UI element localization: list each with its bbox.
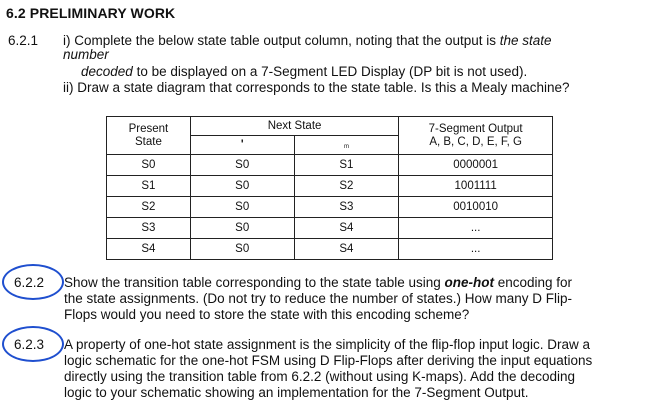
- s623-line-1: A property of one-hot state assignment is the simplicity of the flip-flop input logic. Draw a: [64, 337, 591, 352]
- cell-present: S0: [107, 155, 191, 176]
- cell-next-a: S0: [190, 218, 294, 239]
- table-row: [107, 176, 553, 197]
- cell-present: S2: [107, 197, 191, 218]
- cell-next-a: S0: [190, 155, 294, 176]
- cell-output: ...: [399, 218, 553, 239]
- s621-line-3: [81, 64, 527, 79]
- cell-next-a: S0: [190, 197, 294, 218]
- cell-present: S3: [107, 218, 191, 239]
- header-present-line-1: Present: [128, 122, 169, 135]
- s621-emphasis-number: number: [63, 47, 109, 62]
- cell-next-b: S4: [294, 218, 399, 239]
- section-number-6-2-3: 6.2.3: [14, 337, 45, 352]
- header-next-state: Next State: [190, 117, 398, 136]
- cell-present: S4: [107, 239, 191, 260]
- section-number-6-2-1: 6.2.1: [8, 33, 39, 48]
- s622-line-1-text-c: encoding for: [494, 275, 573, 290]
- header-output-line-2: A, B, C, D, E, F, G: [429, 135, 522, 148]
- s622-emphasis-one-hot: one-hot: [444, 275, 494, 290]
- table-row: [107, 239, 553, 260]
- s622-line-2: the state assignments. (Do not try to reduce the number of states.) How many D Flip-: [64, 291, 572, 306]
- cell-present: S1: [107, 176, 191, 197]
- s621-line-1: [63, 33, 552, 48]
- s621-emphasis-state: the state: [499, 33, 552, 48]
- header-present-line-2: State: [135, 135, 162, 148]
- header-present-state: [107, 117, 191, 155]
- section-heading: 6.2 PRELIMINARY WORK: [6, 5, 176, 21]
- s621-line-4: ii) Draw a state diagram that corresponds to the state table. Is this a Mealy machine?: [63, 80, 570, 95]
- s623-line-4: logic to your schematic showing an implementation for the 7-Segment Output.: [64, 385, 529, 400]
- cell-next-b: S4: [294, 239, 399, 260]
- s621-line-3-text: to be displayed on a 7-Segment LED Display (DP bit is not used).: [132, 64, 528, 79]
- cell-next-b: S2: [294, 176, 399, 197]
- cell-output: 0000001: [399, 155, 553, 176]
- s622-line-1: [64, 275, 572, 290]
- header-7seg-output: [399, 117, 553, 155]
- s623-line-2: logic schematic for the one-hot FSM using D Flip-Flops after deriving the input equations: [64, 353, 593, 368]
- section-number-6-2-2: 6.2.2: [14, 275, 45, 290]
- table-row: [107, 197, 553, 218]
- cell-output: 0010010: [399, 197, 553, 218]
- cell-next-a: S0: [190, 239, 294, 260]
- header-input-b-mark: m: [343, 143, 349, 150]
- header-output-line-1: 7-Segment Output: [428, 122, 523, 135]
- s623-line-3: directly using the transition table from 6.2.2 (without using K-maps). Add the decoding: [64, 369, 576, 384]
- cell-next-b: S1: [294, 155, 399, 176]
- header-input-a: ': [190, 136, 294, 155]
- cell-next-b: S3: [294, 197, 399, 218]
- state-table: [106, 116, 553, 260]
- cell-output: ...: [399, 239, 553, 260]
- s622-line-3: Flops would you need to store the state with this encoding scheme?: [64, 307, 470, 322]
- s621-line-2: [63, 47, 109, 62]
- cell-next-a: S0: [190, 176, 294, 197]
- cell-output: 1001111: [399, 176, 553, 197]
- s622-line-1-text-a: Show the transition table corresponding to the state table using: [64, 275, 445, 290]
- header-input-b: [294, 136, 399, 155]
- table-row: [107, 155, 553, 176]
- s621-line-1-text: i) Complete the below state table output column, noting that the output is: [63, 33, 500, 48]
- s621-emphasis-decoded: decoded: [81, 64, 133, 79]
- table-row: [107, 218, 553, 239]
